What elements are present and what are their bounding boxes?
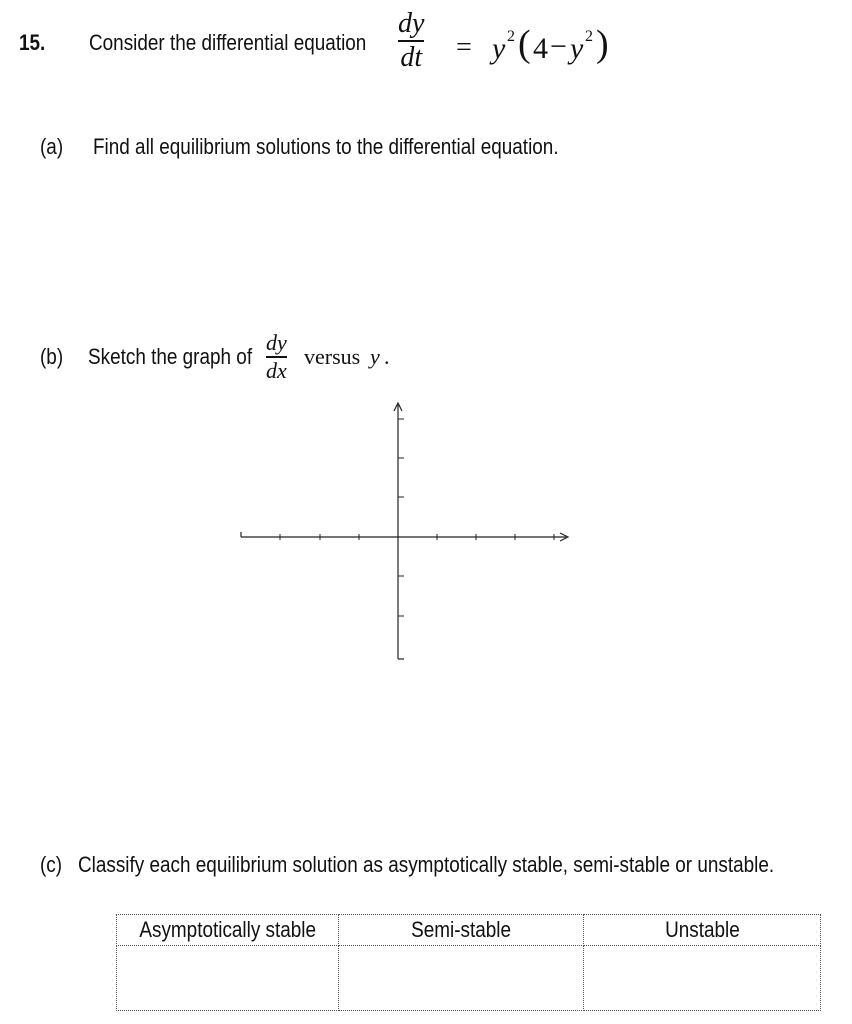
fraction-denominator: dt	[400, 41, 423, 73]
rhs-y-inner: y	[570, 32, 584, 65]
rhs-four: 4	[533, 32, 548, 65]
problem-number: 15.	[19, 30, 46, 55]
part-c-label: (c)	[40, 852, 63, 877]
rhs-exponent: 2	[507, 28, 515, 45]
problem-intro: Consider the differential equation	[89, 30, 367, 55]
table-row	[117, 946, 821, 1011]
part-a-label: (a)	[40, 134, 64, 159]
close-paren: )	[596, 23, 609, 65]
open-paren: (	[518, 23, 531, 65]
dy-dt-fraction	[398, 8, 424, 74]
sketch-axes[interactable]	[230, 395, 580, 665]
part-b-label: (b)	[40, 344, 64, 369]
dy-dx-numerator: dy	[266, 330, 287, 355]
header-asymptotically-stable: Asymptotically stable	[117, 915, 339, 946]
answer-cell-semi-stable[interactable]	[338, 946, 583, 1011]
answer-cell-asymptotically-stable[interactable]	[117, 946, 339, 1011]
rhs-y: y	[492, 32, 506, 65]
part-b-text: Sketch the graph of	[88, 344, 253, 369]
classification-table	[116, 914, 821, 1011]
table-header-row	[117, 915, 821, 946]
dy-dx-denominator: dx	[266, 357, 287, 383]
versus-word: versus	[304, 344, 361, 369]
dy-dx-fraction	[266, 330, 287, 384]
rhs-exponent-inner: 2	[585, 28, 593, 45]
versus-period: .	[384, 344, 390, 369]
header-semi-stable: Semi-stable	[338, 915, 583, 946]
fraction-numerator: dy	[398, 8, 425, 39]
equals-sign: =	[456, 32, 472, 63]
answer-cell-unstable[interactable]	[584, 946, 821, 1011]
versus-variable: y	[370, 344, 380, 369]
part-c-text: Classify each equilibrium solution as asymptotically stable, semi-stable or unstable.	[78, 852, 775, 877]
header-unstable: Unstable	[584, 915, 821, 946]
minus-sign: −	[550, 30, 567, 63]
part-a-text: Find all equilibrium solutions to the differential equation.	[93, 134, 559, 159]
